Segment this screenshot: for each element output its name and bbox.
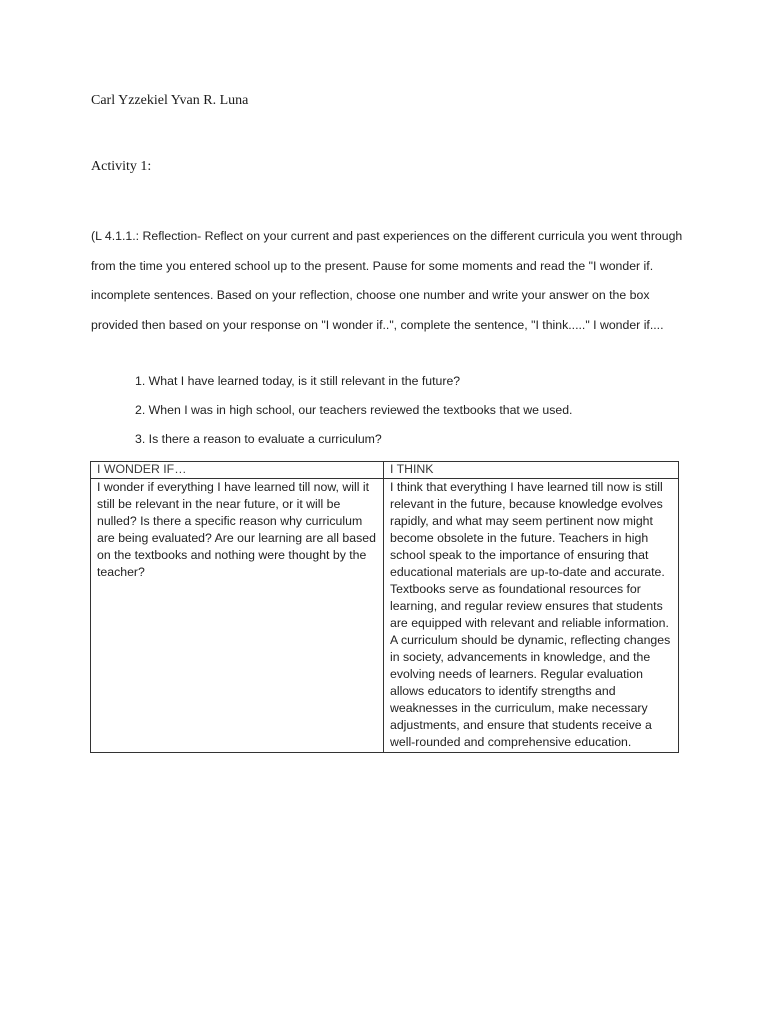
reflection-table [90,461,679,753]
header-i-think: I THINK [384,462,679,479]
header-i-wonder-if: I WONDER IF… [91,462,384,479]
table-row [91,479,679,753]
question-item: 2. When I was in high school, our teachers reviewed the textbooks that we used. [135,403,573,417]
table-header-row [91,462,679,479]
i-think-answer: I think that everything I have learned till now is still relevant in the future, because knowledge evolves rapidly, and what may seem pertinent now might become obsolete in the future. Teachers in high school speak to the importance of ensuring that educational materials are up-to-date and accurate. Textbooks serve as foundational resources for learning, and regular review ensures that students are equipped with relevant and reliable information. A curriculum should be dynamic, reflecting changes in society, advancements in knowledge, and the evolving needs of learners. Regular evaluation allows educators to identify strengths and weaknesses in the curriculum, make necessary adjustments, and ensure that students receive a well-rounded and comprehensive education. [384,479,679,753]
activity-title: Activity 1: [91,159,152,174]
question-list [135,371,572,458]
question-item: 3. Is there a reason to evaluate a curriculum? [135,432,382,446]
i-wonder-if-answer: I wonder if everything I have learned till now, will it still be relevant in the near future, or it will be nulled? Is there a specific reason why curriculum are being evaluated? Are our learning are all based on the textbooks and nothing were thought by the teacher? [91,479,384,753]
instructions-paragraph: (L 4.1.1.: Reflection- Reflect on your current and past experiences on the different curricula you went through from the time you entered school up to the present. Pause for some moments and read the "I wonder if. incomplete sentences. Based on your reflection, choose one number and write your answer on the box provided then based on your response on "I wonder if..", complete the sentence, "I think....." I wonder if.... [91,229,683,332]
question-item: 1. What I have learned today, is it still relevant in the future? [135,374,461,388]
author-name: Carl Yzzekiel Yvan R. Luna [91,93,249,108]
